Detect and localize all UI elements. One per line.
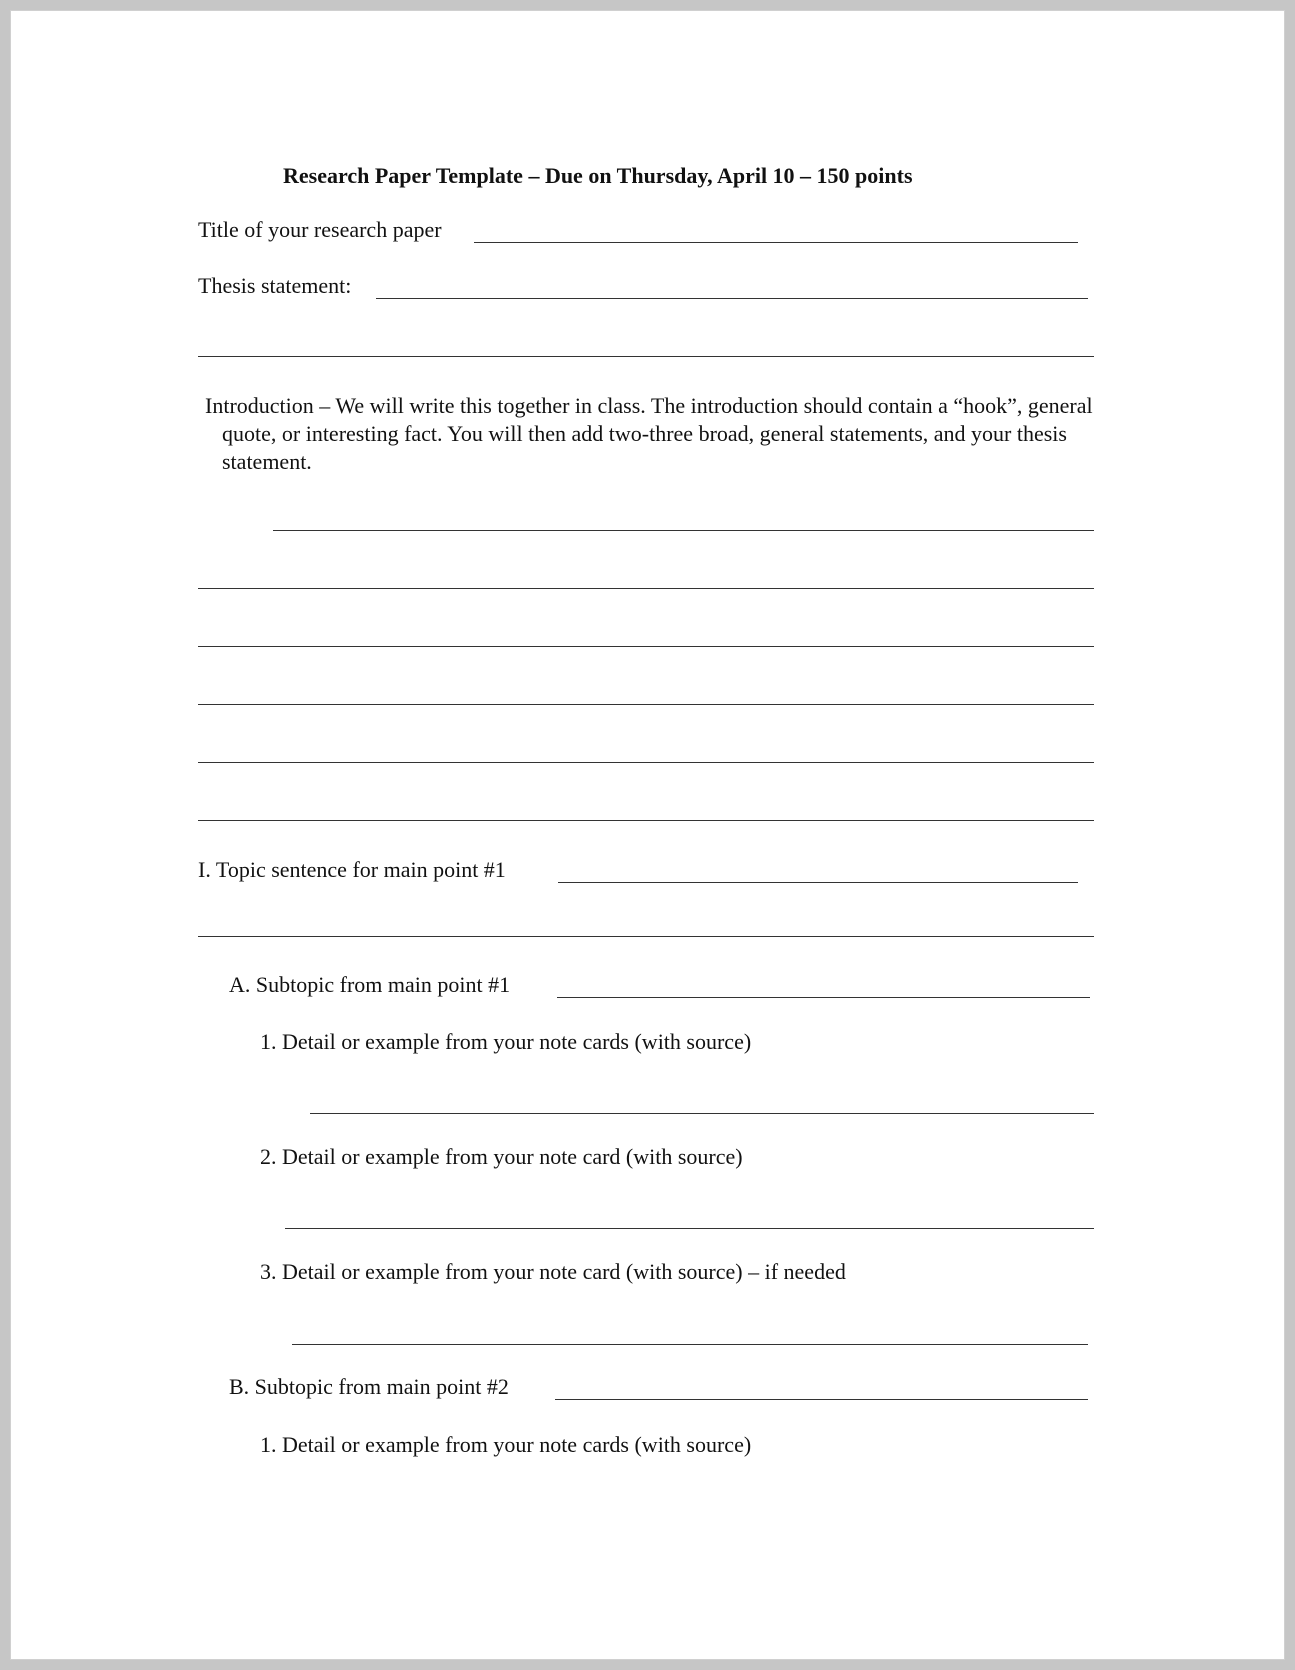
subtopic-a-detail-1: 1. Detail or example from your note cards (with source) — [260, 1029, 752, 1054]
introduction-line[interactable] — [198, 588, 1094, 589]
thesis-continuation-line[interactable] — [198, 356, 1094, 357]
subtopic-a-line[interactable] — [557, 997, 1090, 998]
subtopic-b-detail-1: 1. Detail or example from your note cards (with source) — [260, 1432, 752, 1457]
subtopic-a-detail-2-line[interactable] — [285, 1228, 1094, 1229]
main-point-1-label: I. Topic sentence for main point #1 — [198, 857, 506, 882]
introduction-instructions — [205, 392, 1105, 476]
subtopic-b-label: B. Subtopic from main point #2 — [229, 1374, 509, 1399]
subtopic-a-detail-2: 2. Detail or example from your note card (with source) — [260, 1144, 743, 1169]
thesis-field-line[interactable] — [376, 298, 1088, 299]
document-title: Research Paper Template – Due on Thursday, April 10 – 150 points — [283, 163, 913, 188]
subtopic-a-detail-3: 3. Detail or example from your note card (with source) – if needed — [260, 1259, 846, 1284]
introduction-line[interactable] — [198, 646, 1094, 647]
document-page — [10, 10, 1285, 1660]
main-point-1-continuation-line[interactable] — [198, 936, 1094, 937]
subtopic-a-label: A. Subtopic from main point #1 — [229, 972, 511, 997]
thesis-field-label: Thesis statement: — [198, 273, 352, 298]
introduction-line[interactable] — [198, 704, 1094, 705]
subtopic-b-line[interactable] — [555, 1399, 1088, 1400]
introduction-line[interactable] — [273, 530, 1094, 531]
introduction-line[interactable] — [198, 762, 1094, 763]
subtopic-a-detail-1-line[interactable] — [310, 1113, 1094, 1114]
subtopic-a-detail-3-line[interactable] — [292, 1344, 1088, 1345]
title-field-line[interactable] — [474, 242, 1078, 243]
introduction-text: Introduction – We will write this together in class. The introduction should contain a “hook”, general quote, or interesting fact. You will then add two-three broad, general statements, and your thesis statement. — [205, 393, 1093, 474]
introduction-line[interactable] — [198, 820, 1094, 821]
title-field-label: Title of your research paper — [198, 217, 442, 242]
main-point-1-line[interactable] — [558, 882, 1078, 883]
